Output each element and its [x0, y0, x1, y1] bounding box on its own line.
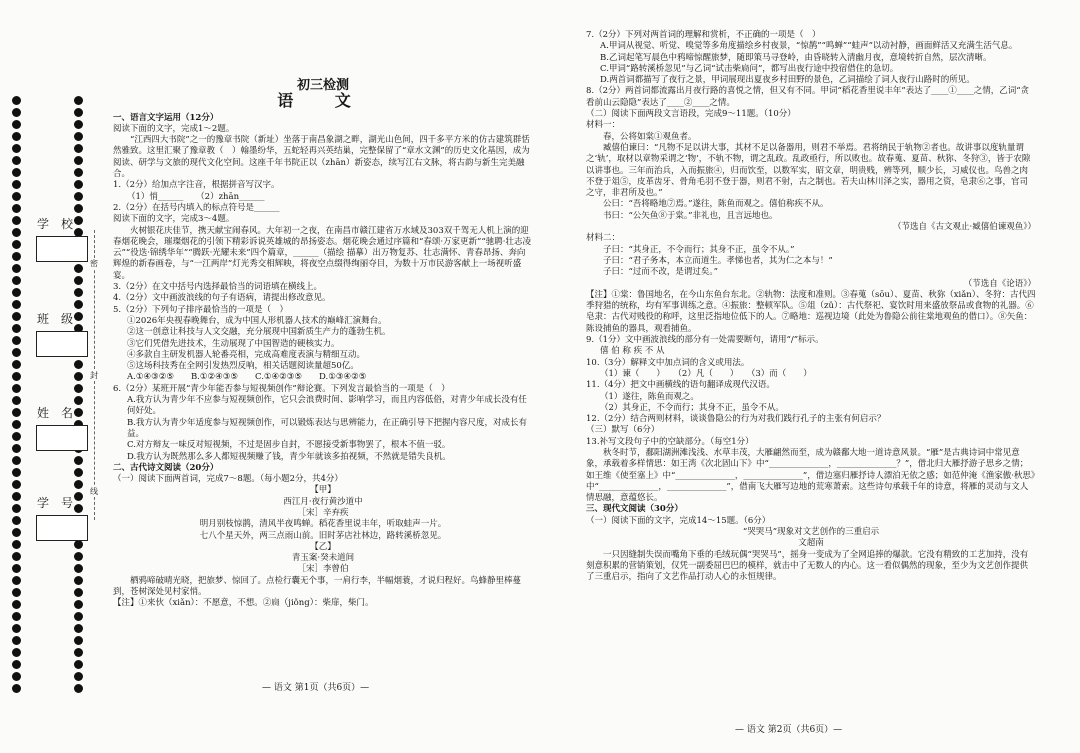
binding-hole [12, 684, 21, 693]
page2-line: 11.（4分）把文中画横线的语句翻译成现代汉语。 [586, 380, 775, 391]
page-1-footer: — 语文 第1页（共6页）— [262, 683, 370, 693]
page1-line: ［宋］辛弃疾 [297, 507, 349, 518]
page-2-body [586, 30, 1036, 584]
binding-hole [74, 672, 83, 681]
binding-holes-left [10, 96, 26, 696]
binding-hole [12, 192, 21, 201]
class-box[interactable] [36, 331, 88, 357]
exam-title: 初三检测 [296, 78, 349, 93]
page1-line: 火树银花庆佳节，携天献宝闹春风。大年初一之夜，在南昌市赣江建省万水域及303双千驾无人机上演的迎春烟花晚会，璀璨烟花的引领下精彩诉说英雄城的昂扬姿态。烟花晚会通过序篇和“春颂·万家更新”“驰聘·壮志凌云”“役迭·锦绣华年”“腾跃·光耀未来”四个篇章，______（描绘 描摹）出万物复苏、壮志满怀、青春昂扬、奔向辉煌的新春画卷，与“一江两岸”灯光秀交相辉映，将夜空点缀得绚丽夺目，为数十万市民游客献上一场视听盛宴。 [113, 225, 531, 281]
page2-line: 10.（3分）解释文中加点词的含义或用法。 [586, 357, 750, 368]
binding-hole [12, 336, 21, 345]
page1-line: 明月别枝惊鹊，清风半夜鸣蝉。稻花香里说丰年，听取蛙声一片。 [199, 519, 447, 530]
binding-hole [12, 552, 21, 561]
binding-hole [12, 504, 21, 513]
binding-hole [74, 108, 83, 117]
binding-hole [12, 252, 21, 261]
binding-hole [74, 660, 83, 669]
binding-hole [74, 588, 83, 597]
page1-line: 3.（2分）在文中括号内选择最恰当的词语填在横线上。 [113, 282, 323, 293]
page2-line: 春，公将如棠①观鱼者。 [603, 131, 697, 142]
page2-line: （节选自《古文观止·臧僖伯谏观鱼》） [893, 222, 1036, 233]
binding-hole [12, 384, 21, 393]
page2-line: 【注】①棠：鲁国地名，在今山东鱼台东北。②轨物：法度和准则。③春蒐（sōu）、夏苗、秋狝（xiǎn）、冬狩：古代四季狩猎的统称，均有军事训练之意。④振旅：整顿军队。⑤俎（zǔ）：古代祭祀、宴饮时用来盛放祭品或食物的礼器。⑥皂隶：古代对贱役的称呼，这里泛指地位低下的人。⑦略地：巡视边境（此处为鲁隐公前往棠地观鱼的借口）。⑧矢鱼：陈设捕鱼的器具，观看捕鱼。 [586, 289, 1036, 334]
page1-line: 阅读下面的文字，完成1～2题。 [113, 123, 235, 134]
binding-hole [74, 192, 83, 201]
page1-line: 2.（2分）在括号内填入的标点符号是______ [113, 202, 280, 213]
binding-hole [74, 636, 83, 645]
page2-line: 12.（2分）结合两则材料，谈谈鲁隐公的行为对我们践行孔子的主张有何启示？ [586, 414, 886, 425]
binding-hole [74, 372, 83, 381]
binding-hole [74, 288, 83, 297]
page2-line: 一只因缝制失误而嘴角下垂的毛绒玩偶“哭哭马”，摇身一变成为了全网追捧的爆款。它没有精致的工艺加持，没有刻意积累的营销策划，仅凭一副委屈巴巴的模样，就击中了无数人的内心。这一看似偶然的现象，至少为文艺创作提供了三重启示，指向了文艺作品打动人心的永恒规律。 [586, 549, 1029, 583]
binding-hole [12, 660, 21, 669]
binding-hole [12, 420, 21, 429]
page2-line: 7.（2分）下列对两首词的理解和赏析，不正确的一项是（ ） [586, 30, 821, 40]
binding-hole [74, 144, 83, 153]
binding-hole [74, 360, 83, 369]
binding-hole [74, 600, 83, 609]
page1-line: A.我方认为青少年不应参与短视频创作，它只会浪费时间、影响学习，而且内容低俗，对青少年成长没有任何好处。 [127, 395, 527, 417]
page1-line: （一）阅读下面两首词，完成7～8题。（每小题2分，共4分） [113, 474, 343, 485]
binding-hole [74, 624, 83, 633]
binding-hole [74, 276, 83, 285]
page2-line: （节选自《论语》） [963, 278, 1036, 289]
page2-line: 子曰：“其身正，不令而行；其身不正，虽令不从。” [603, 244, 795, 255]
name-field[interactable] [30, 404, 92, 451]
page1-line: A.①④③②⑤ B.①②④③⑤ C.①④②③⑤ D.①③④②⑤ [127, 372, 367, 383]
page1-line: 【注】①来伙（xiǎn）：不愿意，不想。②扃（jiǒng）：柴扉，柴门。 [113, 598, 374, 609]
page2-line: （1）谏（ ） （2）凡（ ） （3）而（ ） [600, 368, 812, 379]
binding-hole [12, 108, 21, 117]
binding-hole [74, 132, 83, 141]
school-label: 学校 [36, 217, 85, 231]
binding-hole [12, 672, 21, 681]
page1-line: 5.（2分）下列句子排序最恰当的一项是（ ） [113, 304, 289, 315]
page2-line: 三、现代文阅读（30分） [586, 504, 683, 515]
binding-hole [12, 180, 21, 189]
page1-line: ④多款自主研发机器人轮番亮相，完成高难度表演与精细互动。 [127, 349, 366, 360]
binding-hole [12, 396, 21, 405]
binding-hole [74, 168, 83, 177]
page2-line: 文超南 [798, 538, 824, 549]
binding-hole [12, 528, 21, 537]
page2-line: 秋冬时节，鄱阳湖洲滩浅浅、水草丰茂，大雁翩然而至，成为赣鄱大地一道诗意风景。“雁”是古典诗词中常见意象，承载着多样情思：如王湾《次北固山下》中“______________，______________？”，借北归大雁抒游子思乡之情；如王维《使至塞上》中“______________，______________”，借边塞归雁抒诗人漂泊无依之感；如范仲淹《渔家傲·秋思》中“______________，______________”，借南飞大雁写边地的荒寒萧索。这些诗句承载千年的诗意，将雁的灵动与文人情思融，意蕴悠长。 [586, 447, 1036, 504]
page2-line: 13.补写文段句子中的空缺部分。（每空1分） [586, 436, 754, 447]
class-label: 班级 [36, 312, 85, 326]
binding-hole [12, 276, 21, 285]
binding-hole [12, 264, 21, 273]
page2-line: B.乙词起笔写晨色中鸦啼惊醒旅梦，随即策马寻登岭，由昏晓转入清幽月夜，意境转折自然，层次清晰。 [600, 52, 992, 63]
page1-line: 栖鸦啼破晴光晓，把旅梦、惊回了。点检行囊无个事，一肩行李，半幅烟蓑，才说归程好。鸟蜂静里棒蔓到，苍树深处见村家悄。 [113, 575, 522, 598]
page2-line: 书曰：“公矢鱼⑧于棠。”非礼也，且言远地也。 [603, 210, 778, 221]
binding-hole [74, 564, 83, 573]
page2-line: 臧僖伯谏曰：“凡物不足以讲大事，其材不足以备器用，则君不举焉。君将纳民于轨物②者也。故讲事以度轨量谓之‘轨’，取材以章物采谓之‘物’，不轨不物，谓之乱政。乱政亟行，所以败也。故春蒐、夏苗、秋狝、冬狩③，皆于农隙以讲事也。三年而治兵，入而振旅④，归而饮至，以数军实，昭文章，明贵贱，辨等列，顺少长，习威仪也。鸟兽之肉不登于俎⑤，皮革齿牙、骨角毛羽不登于器，则君不射，古之制也。若夫山林川泽之实，器用之资，皂隶⑥之事，官司之守，非君所及也。” [586, 142, 1031, 199]
seal-char-xian: 线 [90, 487, 98, 496]
student-id-label: 学号 [36, 496, 85, 510]
binding-hole [74, 576, 83, 585]
page2-line: 子曰：“过而不改，是谓过矣。” [603, 267, 718, 278]
page1-line: 七八个星天外，两三点雨山前。旧时茅店社林边，路转溪桥忽见。 [199, 530, 447, 541]
binding-hole [74, 204, 83, 213]
page2-line: C.甲词“路转溪桥忽见”与乙词“试击柴扃问”，都写出夜行途中投宿借住的急切。 [600, 63, 899, 74]
binding-hole [74, 300, 83, 309]
page1-line: 【甲】 [310, 485, 336, 496]
page2-line: A.甲词从视觉、听觉、嗅觉等多角度描绘乡村夜景，“惊鹊”“鸣蝉”“蛙声”以动衬静，画面鲜活又充满生活气息。 [600, 41, 1018, 52]
page-2 [586, 30, 1036, 584]
seal-char-mi: 密 [90, 259, 98, 268]
page1-line: C.对方辩友一味反对短视频，不过是固步自封，不愿接受新事物罢了，根本不值一驳。 [127, 440, 451, 451]
page-2-footer: — 语文 第2页（共6页）— [735, 725, 843, 735]
school-box[interactable] [36, 236, 88, 262]
binding-hole [12, 408, 21, 417]
name-box[interactable] [36, 425, 88, 451]
page2-line: 公曰：“吾将略地⑦焉。”遂往，陈鱼而观之。僖伯称疾不从。 [603, 199, 829, 210]
binding-hole [12, 288, 21, 297]
binding-hole [74, 120, 83, 129]
binding-hole [74, 264, 83, 273]
binding-hole [74, 612, 83, 621]
page1-line: B.我方认为青少年适度参与短视频创作，可以锻炼表达与思辨能力，在正确引导下把握内容尺度，对成长有益。 [127, 417, 527, 439]
binding-hole [74, 480, 83, 489]
name-label: 姓名 [36, 406, 85, 420]
school-field[interactable] [30, 215, 92, 262]
binding-hole [12, 324, 21, 333]
binding-hole [12, 156, 21, 165]
class-field[interactable] [30, 310, 92, 357]
binding-hole [12, 132, 21, 141]
page2-line: 子曰：“君子务本，本立而道生。孝悌也者，其为仁之本与！” [603, 255, 833, 266]
page1-line: 西江月·夜行黄沙道中 [283, 496, 363, 507]
page2-line: 材料二： [586, 233, 621, 244]
page2-line: （一）阅读下面的文字，完成14～15题。（6分） [586, 515, 771, 526]
binding-hole [12, 96, 21, 105]
binding-hole [12, 228, 21, 237]
binding-hole [12, 300, 21, 309]
binding-hole [74, 456, 83, 465]
binding-hole [74, 648, 83, 657]
binding-hole [12, 168, 21, 177]
binding-hole [12, 516, 21, 525]
binding-hole [12, 348, 21, 357]
page2-line: “哭哭马”现象对文艺创作的三重启示 [742, 527, 880, 538]
binding-hole [74, 384, 83, 393]
binding-holes-right [72, 96, 88, 696]
binding-hole [12, 432, 21, 441]
binding-hole [12, 456, 21, 465]
page2-line: （二）阅读下面两段文言语段，完成9～11题。（10分） [586, 109, 796, 120]
page2-line: （1）遂往，陈鱼而观之。 [600, 391, 699, 402]
student-id-field[interactable] [30, 494, 92, 541]
binding-hole [12, 492, 21, 501]
page1-line: 一、语言文字运用（12分） [113, 112, 219, 123]
binding-hole [12, 624, 21, 633]
page2-line: 材料一： [586, 120, 621, 131]
binding-hole [12, 480, 21, 489]
binding-hole [12, 588, 21, 597]
page1-line: “江西四大书院”之一的豫章书院（新址）坐落于南昌象湖之畔，湖光山色间，四千多平方米的仿古建筑群恬然雅致。这里汇聚了豫章教（ ）翰墨纷华，五蛇轻再兴英结巢，完整保留了“章水文渊”的历史文化基因，成为阅读、研学与文旅的现代文化空间。这座千年书院正以（zhān）新姿态，续写江右文脉，将古韵与新生完美融合。 [113, 135, 530, 180]
page2-line: （2）其身正，不令而行；其身不正，虽令不从。 [600, 402, 784, 413]
binding-hole [12, 216, 21, 225]
page1-line: 4.（2分）文中画波浪线的句子有语病，请提出修改意见。 [113, 293, 331, 304]
binding-hole [12, 372, 21, 381]
binding-hole [74, 552, 83, 561]
page1-line: ③它们凭借先进技术，生动展现了中国智造的硬核实力。 [127, 338, 340, 349]
subject-title: 语 文 [277, 91, 369, 111]
binding-hole [74, 468, 83, 477]
binding-hole [74, 96, 83, 105]
binding-hole [12, 204, 21, 213]
page2-line: 9.（1分）文中画波浪线的部分有一处需要断句，请用“/”标示。 [586, 335, 824, 346]
binding-hole [12, 576, 21, 585]
binding-hole [12, 444, 21, 453]
page2-line: （三）默写（6分） [586, 425, 660, 436]
page1-line: 二、古代诗文阅读（20分） [113, 462, 219, 473]
binding-hole [74, 156, 83, 165]
binding-hole [12, 648, 21, 657]
page-1 [113, 80, 533, 610]
binding-hole [12, 468, 21, 477]
binding-hole [74, 684, 83, 693]
binding-hole [12, 144, 21, 153]
binding-hole [12, 540, 21, 549]
page1-line: 阅读下面的文字，完成3～4题。 [113, 214, 235, 225]
page2-line: 僖 伯 称 疾 不 从 [600, 346, 665, 357]
page1-line: ①2026年央视春晚舞台，成为中国人形机器人技术的巅峰汇演舞台。 [127, 315, 387, 326]
page1-line: 1.（2分）给加点字注音，根据拼音写汉字。 [113, 180, 280, 191]
binding-hole [74, 180, 83, 189]
page2-line: 8.（2分）两首词都流露出月夜行路的喜悦之情，但又有不同。甲词“稻花香里说丰年”表达了____①____之情，乙词“贪看前山云隐隐”表达了____②____之情。 [586, 86, 1030, 108]
page1-line: 青玉案·癸未道间 [291, 553, 355, 564]
page1-line: 【乙】 [310, 541, 336, 552]
binding-hole [12, 600, 21, 609]
binding-hole [12, 240, 21, 249]
page1-line: （1）悄______ （2）zhān______ [127, 191, 265, 202]
seal-char-feng: 封 [90, 371, 98, 380]
binding-hole [12, 312, 21, 321]
binding-hole [74, 540, 83, 549]
page1-line: ［宋］李曾伯 [297, 564, 349, 575]
page-1-body [113, 113, 533, 610]
binding-hole [12, 564, 21, 573]
binding-hole [12, 120, 21, 129]
page2-line: D.两首词都描写了夜行之景，甲词展现出夏夜乡村田野的景色，乙词描绘了词人夜行山路时的所见。 [600, 75, 975, 86]
page1-line: 6.（2分）某班开展“青少年能否参与短视频创作”辩论赛。下列发言最恰当的一项是（ ） [113, 383, 450, 394]
page1-line: ⑤这场科技秀在全网引发热烈反响，相关话题阅读量超50亿。 [127, 361, 359, 372]
binding-hole [12, 612, 21, 621]
page1-line: ②这一创意让科技与人文交融，充分展现中国新质生产力的蓬勃生机。 [127, 327, 391, 338]
student-id-box[interactable] [36, 515, 88, 541]
page1-line: D.我方认为既然那么多人都短视频赚了钱，青少年就该多拍视频，不然就是错失良机。 [127, 451, 451, 462]
binding-hole [12, 360, 21, 369]
binding-hole [12, 636, 21, 645]
